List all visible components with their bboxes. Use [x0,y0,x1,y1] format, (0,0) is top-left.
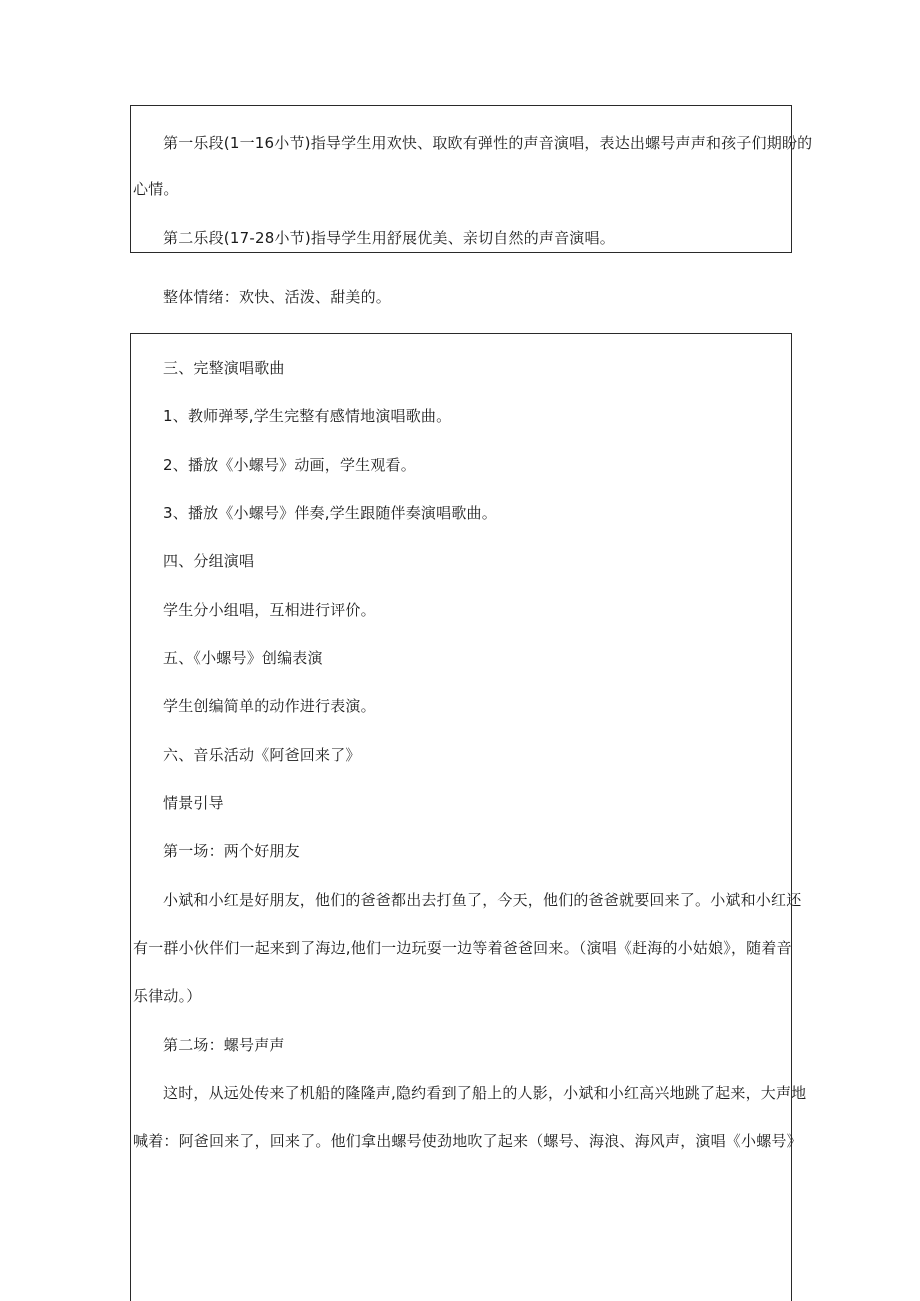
paragraph-line: 这时，从远处传来了机船的隆隆声,隐约看到了船上的人影，小斌和小红高兴地跳了起来，大声地 [163,1084,807,1102]
section-heading: 五、《小螺号》创编表演 [163,649,323,667]
list-item: 1、教师弹琴,学生完整有感情地演唱歌曲。 [163,407,452,425]
list-item: 2、播放《小螺号》动画，学生观看。 [163,456,416,474]
scene-heading: 第二场：螺号声声 [163,1036,285,1054]
overall-mood: 整体情绪：欢快、活泼、甜美的。 [163,288,392,306]
list-item: 3、播放《小螺号》伴奏,学生跟随伴奏演唱歌曲。 [163,504,497,522]
paragraph-line: 乐律动。） [133,987,202,1005]
scene-heading: 第一场：两个好朋友 [163,842,300,860]
section-heading: 三、完整演唱歌曲 [163,359,285,377]
paragraph-line: 小斌和小红是好朋友，他们的爸爸都出去打鱼了，今天，他们的爸爸就要回来了。小斌和小红还 [163,891,802,909]
section-heading: 六、音乐活动《阿爸回来了》 [163,746,361,764]
sub-heading: 情景引导 [163,794,224,812]
paragraph-line: 心情。 [133,180,179,198]
section-heading: 四、分组演唱 [163,552,255,570]
text-box-second [130,333,807,1301]
paragraph-line: 有一群小伙伴们一起来到了海边,他们一边玩耍一边等着爸爸回来。（演唱《赶海的小姑娘》，随着音 [133,939,792,957]
paragraph-line: 学生创编简单的动作进行表演。 [163,697,376,715]
paragraph-line: 第一乐段(1一16小节)指导学生用欢快、取欧有弹性的声音演唱，表达出螺号声声和孩子们期盼的 [163,134,813,152]
paragraph-line: 学生分小组唱，互相进行评价。 [163,601,376,619]
paragraph-line: 喊着：阿爸回来了，回来了。他们拿出螺号使劲地吹了起来（螺号、海浪、海风声，演唱《小螺号》 [133,1132,802,1150]
paragraph-line: 第二乐段(17-28小节)指导学生用舒展优美、亲切自然的声音演唱。 [163,229,615,247]
text-box-first [130,105,813,253]
